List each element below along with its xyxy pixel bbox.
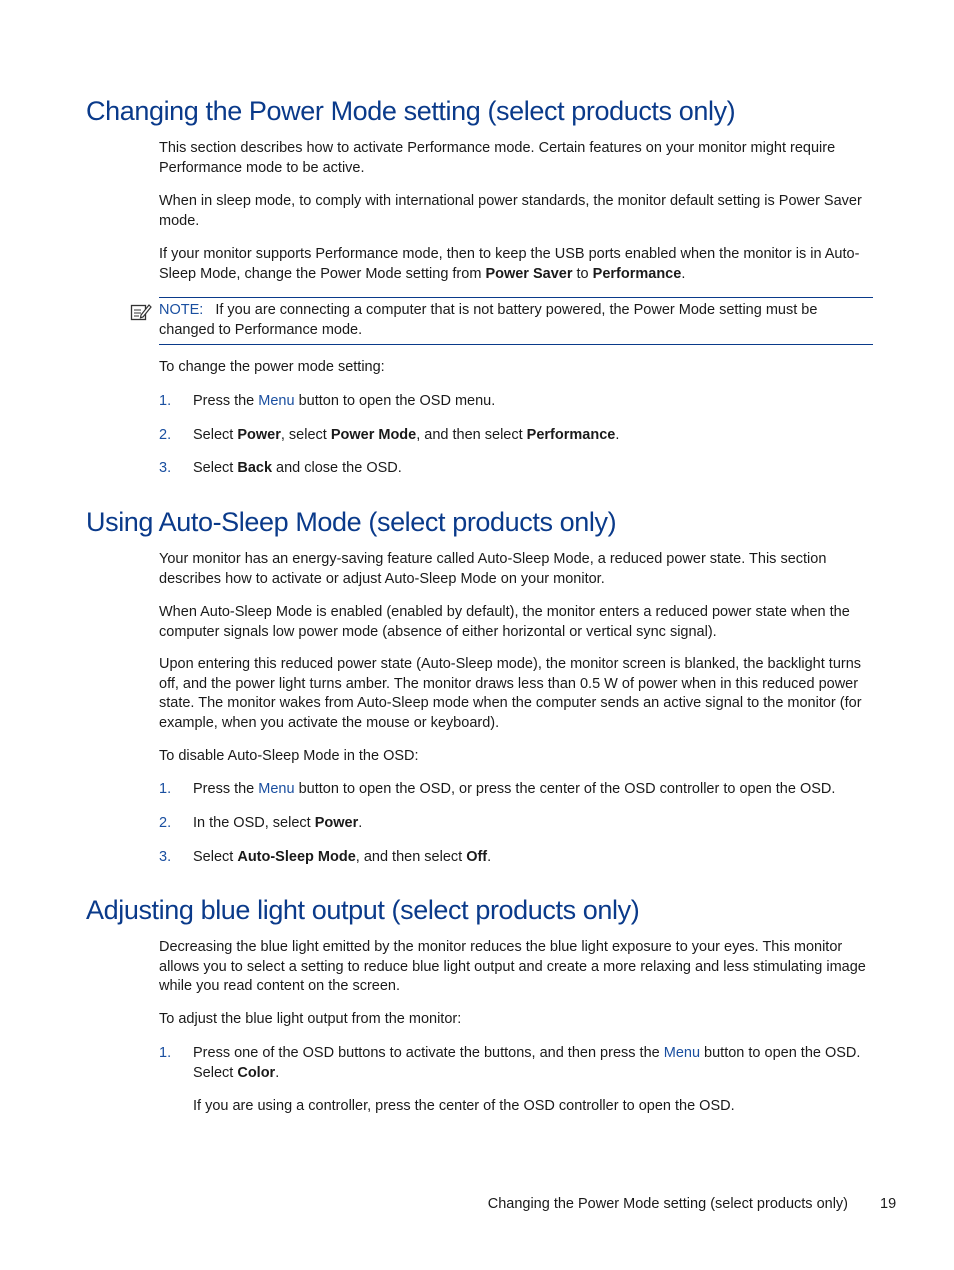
- paragraph: When in sleep mode, to comply with international power standards, the monitor default setting is Power Saver mode.: [159, 193, 862, 229]
- section-heading-blue-light: Adjusting blue light output (select products only): [86, 895, 640, 925]
- document-page: Changing the Power Mode setting (select products only) This section describes how to activate Performance mode. Certain features on your monitor might require Performance mode to be active. When in sleep mode, to comply with international power standards, the monitor default setting is Power Saver mode. If your monitor supports Performance mode, then to keep the USB ports enabled when the monitor is in Auto-Sleep Mode, change the Power Mode setting from Power Saver to Performance. NOTE: If you are connecting a computer that is not battery powered, the Power Mode setting must be changed to Performance mode. To change the power mode setting: 1. Press the Menu button to open the OSD menu. 2. Select Power, select Power Mode, and then select Performance. 3. Select Back and close the OSD. Using Auto-Sleep Mode (select products only) Your monitor has an energy-saving feature called Auto-Sleep Mode, a reduced power state. This section describes how to activate or adjust Auto-Sleep Mode on your monitor. When Auto-Sleep Mode is enabled (enabled by default), the monitor enters a reduced power state when the computer signals low power mode (absence of either horizontal or vertical sync signal). Upon entering this reduced power state (Auto-Sleep mode), the monitor screen is blanked, the backlight turns off, and the power light turns amber. The monitor draws less than 0.5 W of power when in this reduced power state. The monitor wakes from Auto-Sleep mode when the computer sends an active signal to the monitor (for example, when you activate the mouse or keyboard). To disable Auto-Sleep Mode in the OSD: 1. Press the Menu button to open the OSD, or press the center of the OSD controller to open the OSD. 2. In the OSD, select Power. 3. Select Auto-Sleep Mode, and then select Off. Adjusting blue light output (select products only) Decreasing the blue light emitted by the monitor reduces the blue light exposure to your eyes. This monitor allows you to select a setting to reduce blue light output and create a more relaxing and less stimulating image while you read content on the screen. To adjust the blue light output from the monitor: 1. Press one of the OSD buttons to activate the buttons, and then press the Menu button to open the OSD. Select Color. If you are using a controller, press the center of the OSD controller to open the OSD. Changing the Power Mode setting (select products only) 19: [0, 0, 954, 1270]
- menu-link[interactable]: Menu: [258, 393, 295, 409]
- note-text: NOTE: If you are connecting a computer that is not battery powered, the Power Mode setting must be changed to Performance mode.: [159, 302, 818, 338]
- step-number: 1.: [159, 393, 172, 409]
- section-heading-power-mode: Changing the Power Mode setting (select products only): [86, 96, 736, 126]
- paragraph: To change the power mode setting:: [159, 359, 385, 375]
- paragraph: This section describes how to activate Performance mode. Certain features on your monitor might require Performance mode to be active.: [159, 140, 836, 176]
- paragraph: To disable Auto-Sleep Mode in the OSD:: [159, 748, 419, 764]
- paragraph: Your monitor has an energy-saving feature called Auto-Sleep Mode, a reduced power state. This section describes how to activate or adjust Auto-Sleep Mode on your monitor.: [159, 551, 827, 587]
- paragraph: Upon entering this reduced power state (Auto-Sleep mode), the monitor screen is blanked, the backlight turns off, and the power light turns amber. The monitor draws less than 0.5 W of power when in this reduced power state. The monitor wakes from Auto-Sleep mode when the computer sends an active signal to the monitor (for example, when you activate the mouse or keyboard).: [159, 656, 862, 731]
- section-heading-auto-sleep: Using Auto-Sleep Mode (select products only): [86, 507, 617, 537]
- note-label: NOTE:: [159, 302, 204, 318]
- bold-term: Power Saver: [485, 265, 573, 282]
- paragraph: To adjust the blue light output from the monitor:: [159, 1011, 462, 1027]
- step-number: 2.: [159, 427, 172, 443]
- paragraph: If your monitor supports Performance mode, then to keep the USB ports enabled when the monitor is in Auto-Sleep Mode, change the Power Mode setting from Power Saver to Performance.: [159, 246, 860, 282]
- menu-link[interactable]: Menu: [663, 1045, 701, 1061]
- note-icon: [130, 302, 152, 322]
- step-number: 1.: [159, 1045, 172, 1061]
- step-sub-paragraph: If you are using a controller, press the center of the OSD controller to open the OSD.: [193, 1098, 735, 1114]
- step-number: 1.: [159, 781, 172, 797]
- step-number: 2.: [159, 815, 172, 831]
- page-number: 19: [880, 1196, 897, 1212]
- note-box: [159, 297, 873, 345]
- paragraph: When Auto-Sleep Mode is enabled (enabled by default), the monitor enters a reduced power state when the computer signals low power mode (absence of either horizontal or vertical sync signal).: [159, 604, 850, 640]
- menu-link[interactable]: Menu: [258, 781, 295, 797]
- bold-term: Performance: [592, 265, 682, 282]
- footer-title: Changing the Power Mode setting (select products only): [487, 1196, 848, 1212]
- paragraph: Decreasing the blue light emitted by the monitor reduces the blue light exposure to your eyes. This monitor allows you to select a setting to reduce blue light output and create a more relaxing and less stimulating image while you read content on the screen.: [159, 939, 866, 994]
- step-number: 3.: [159, 849, 172, 865]
- step-number: 3.: [159, 460, 172, 476]
